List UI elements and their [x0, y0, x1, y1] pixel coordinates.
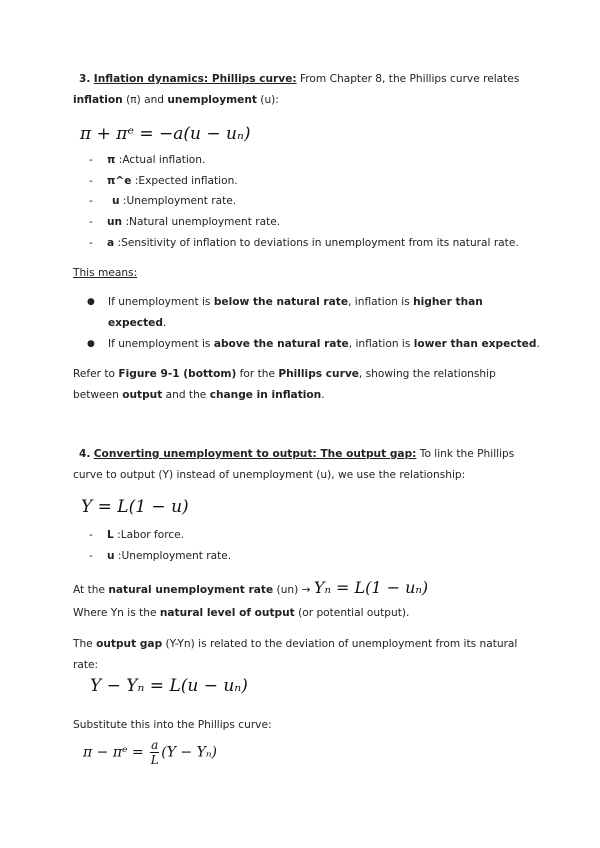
list-dash: - — [89, 550, 93, 562]
definition-text: :Sensitivity of inflation to deviations in unemployment from its natural rate. — [114, 237, 519, 249]
bullet-dot: ● — [87, 339, 95, 349]
bullet-item-2 — [108, 338, 540, 350]
definition-item — [107, 154, 205, 166]
this-means-label: This means: — [73, 267, 138, 279]
definition-text: :Natural unemployment rate. — [122, 216, 281, 228]
text-span: , inflation is — [348, 338, 414, 350]
bold-span: higher than — [413, 296, 483, 308]
text-span: (Y-Yn) is related to the deviation of unemployment from its natural — [162, 638, 518, 650]
fraction — [150, 738, 159, 767]
section-number: 4. — [79, 448, 91, 460]
section-4-heading-line — [79, 448, 514, 460]
bold-span: natural unemployment rate — [108, 584, 274, 596]
gap-line-1 — [73, 638, 517, 650]
bullet-item-1-cont — [108, 317, 166, 329]
definition-symbol: u — [107, 550, 115, 562]
text-span: Where Yn is the — [73, 607, 160, 619]
bold-span: output — [122, 389, 163, 401]
bold-span: change in inflation — [209, 389, 322, 401]
definition-item — [112, 195, 236, 207]
definition-symbol: L — [107, 529, 114, 541]
section-3-heading-line — [79, 73, 519, 85]
text-span: Refer to — [73, 368, 119, 380]
section-3-heading: Inflation dynamics: Phillips curve: — [93, 73, 297, 85]
output-gap-equation: Y − Yₙ = L(u − uₙ) — [90, 676, 248, 696]
text-span: , showing the relationship — [358, 368, 496, 380]
definition-item — [107, 175, 238, 187]
definition-symbol: un — [107, 216, 123, 228]
list-dash: - — [89, 154, 93, 166]
term-unemployment: unemployment — [167, 94, 257, 106]
term-inflation: inflation — [73, 94, 123, 106]
list-dash: - — [89, 529, 93, 541]
definition-symbol: a — [107, 237, 115, 249]
section-3-intro: From Chapter 8, the Phillips curve relates — [296, 73, 520, 85]
text-span: At the — [73, 584, 109, 596]
figure-reference: Figure 9-1 (bottom) — [118, 368, 237, 380]
fraction-numerator: a — [151, 738, 159, 752]
bold-span: natural level of output — [159, 607, 295, 619]
definition-symbol: π — [107, 154, 116, 166]
refer-line-1 — [73, 368, 496, 380]
list-dash: - — [89, 237, 93, 249]
definition-item — [107, 216, 280, 228]
substitute-line: Substitute this into the Phillips curve: — [73, 719, 272, 731]
section-3-intro-line-2 — [73, 94, 279, 106]
bold-span: lower than expected — [413, 338, 537, 350]
text-span: . — [321, 389, 325, 401]
definition-text: :Labor force. — [113, 529, 185, 541]
section-4-intro-line-2: curve to output (Y) instead of unemployment (u), we use the relationship: — [73, 469, 466, 481]
definition-text: :Expected inflation. — [131, 175, 238, 187]
gap-line-2: rate: — [73, 659, 99, 671]
list-dash: - — [89, 216, 93, 228]
list-dash: - — [89, 195, 93, 207]
bold-span: expected — [108, 317, 163, 329]
definition-symbol: π^e — [107, 175, 132, 187]
text-span: If unemployment is — [108, 338, 214, 350]
definition-symbol: u — [112, 195, 120, 207]
bullet-item-1 — [108, 296, 483, 308]
definition-text: :Actual inflation. — [115, 154, 206, 166]
text-span: (un) → — [273, 584, 314, 596]
definition-item — [107, 237, 519, 249]
section-number: 3. — [79, 73, 91, 85]
text-span: , inflation is — [348, 296, 414, 308]
text-span: (u): — [256, 94, 279, 106]
equation-rhs: (Y − Yₙ) — [161, 744, 217, 761]
text-span: for the — [236, 368, 279, 380]
natural-rate-line — [73, 578, 428, 597]
section-4-intro: To link the Phillips — [416, 448, 515, 460]
fraction-denominator: L — [150, 753, 159, 767]
text-span: (or potential output). — [294, 607, 410, 619]
natural-output-equation: Yₙ = L(1 − uₙ) — [313, 578, 429, 597]
definition-text: :Unemployment rate. — [119, 195, 237, 207]
bold-span: above the natural rate — [213, 338, 349, 350]
final-equation — [83, 738, 217, 767]
bullet-dot: ● — [87, 297, 95, 307]
definition-item — [107, 550, 231, 562]
refer-line-2 — [73, 389, 325, 401]
output-equation: Y = L(1 − u) — [81, 497, 189, 517]
equation-lhs: π − πᵉ = — [83, 744, 144, 761]
section-4-heading: Converting unemployment to output: The output gap: — [93, 448, 417, 460]
where-line — [73, 607, 409, 619]
text-span: If unemployment is — [108, 296, 214, 308]
bold-span: Phillips curve — [278, 368, 359, 380]
text-span: . — [162, 317, 167, 329]
text-span: between — [73, 389, 123, 401]
bold-span: output gap — [96, 638, 163, 650]
definition-text: :Unemployment rate. — [114, 550, 232, 562]
text-span: The — [73, 638, 97, 650]
phillips-equation: π + πᵉ = −a(u − uₙ) — [80, 124, 251, 144]
bold-span: below the natural rate — [213, 296, 349, 308]
text-span: . — [536, 338, 540, 350]
list-dash: - — [89, 175, 93, 187]
text-span: and the — [162, 389, 210, 401]
text-span: (π) and — [122, 94, 168, 106]
definition-item — [107, 529, 184, 541]
